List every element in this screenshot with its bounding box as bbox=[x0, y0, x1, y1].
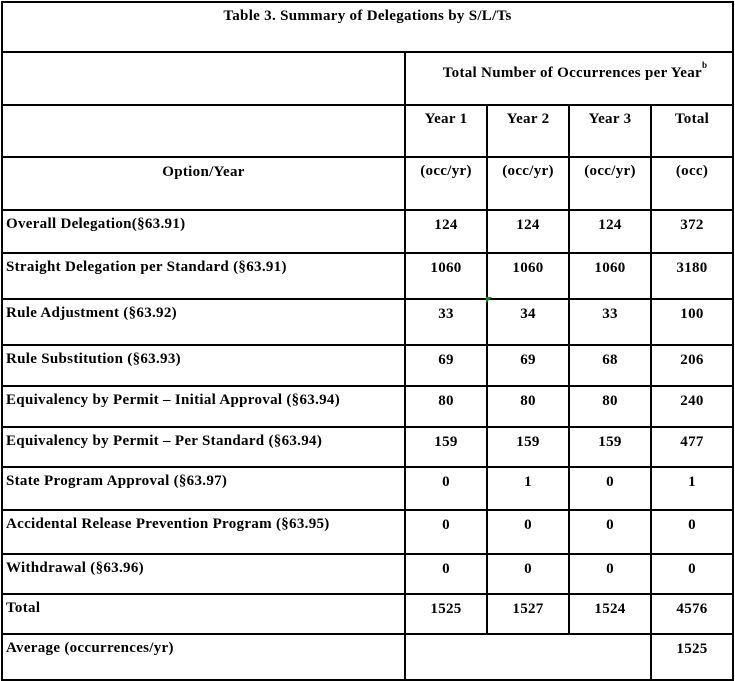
cell-year-3: 68 bbox=[569, 345, 651, 386]
cell-total: 372 bbox=[651, 210, 733, 253]
cell-year-3: 1060 bbox=[569, 253, 651, 299]
table-row bbox=[2, 210, 733, 253]
row-label: Straight Delegation per Standard (§63.91) bbox=[2, 253, 405, 299]
cell-total: 206 bbox=[651, 345, 733, 386]
cell-comment-marker bbox=[486, 297, 492, 303]
row-label: Accidental Release Prevention Program (§63.95) bbox=[2, 510, 405, 554]
row-label: Equivalency by Permit – Initial Approval (§63.94) bbox=[2, 386, 405, 427]
table-row bbox=[2, 554, 733, 594]
unit-total: (occ) bbox=[651, 157, 733, 210]
cell-year-1: 0 bbox=[405, 554, 487, 594]
cell-year-2: 34 bbox=[487, 299, 569, 345]
table-title-row bbox=[2, 2, 733, 52]
cell-total: 0 bbox=[651, 510, 733, 554]
footnote-marker: b bbox=[701, 60, 708, 70]
cell-total: 4576 bbox=[651, 594, 733, 634]
cell-total: 3180 bbox=[651, 253, 733, 299]
table-row bbox=[2, 386, 733, 427]
cell-total: 240 bbox=[651, 386, 733, 427]
cell-total: 477 bbox=[651, 427, 733, 467]
table-row bbox=[2, 467, 733, 510]
cell-year-3: 80 bbox=[569, 386, 651, 427]
cell-year-3: 159 bbox=[569, 427, 651, 467]
cell-year-1: 0 bbox=[405, 467, 487, 510]
cell-year-3: 0 bbox=[569, 510, 651, 554]
cell-year-2: 1527 bbox=[487, 594, 569, 634]
total-row bbox=[2, 594, 733, 634]
row-label: Rule Substitution (§63.93) bbox=[2, 345, 405, 386]
unit-year-3: (occ/yr) bbox=[569, 157, 651, 210]
cell-total: 1 bbox=[651, 467, 733, 510]
cell-year-1: 124 bbox=[405, 210, 487, 253]
cell-total: 0 bbox=[651, 554, 733, 594]
cell-year-3: 0 bbox=[569, 467, 651, 510]
unit-year-1: (occ/yr) bbox=[405, 157, 487, 210]
cell-year-2: 124 bbox=[487, 210, 569, 253]
row-label: Total bbox=[2, 594, 405, 634]
table-row bbox=[2, 345, 733, 386]
table-row bbox=[2, 299, 733, 345]
row-label: Overall Delegation(§63.91) bbox=[2, 210, 405, 253]
cell-year-3: 1524 bbox=[569, 594, 651, 634]
column-header-year-1: Year 1 bbox=[405, 105, 487, 157]
delegations-summary-table bbox=[1, 1, 734, 681]
cell-year-2: 1060 bbox=[487, 253, 569, 299]
row-header: Option/Year bbox=[2, 157, 405, 210]
cell-year-2: 69 bbox=[487, 345, 569, 386]
row-label: Withdrawal (§63.96) bbox=[2, 554, 405, 594]
cell-year-3: 124 bbox=[569, 210, 651, 253]
table-row bbox=[2, 427, 733, 467]
row-label: State Program Approval (§63.97) bbox=[2, 467, 405, 510]
group-header bbox=[405, 52, 733, 105]
cell-year-1: 33 bbox=[405, 299, 487, 345]
cell-year-2: 0 bbox=[487, 554, 569, 594]
blank-header-cell bbox=[2, 52, 405, 105]
cell-year-3: 33 bbox=[569, 299, 651, 345]
average-label: Average (occurrences/yr) bbox=[2, 634, 405, 680]
column-header-total: Total bbox=[651, 105, 733, 157]
cell-year-3: 0 bbox=[569, 554, 651, 594]
cell-total: 100 bbox=[651, 299, 733, 345]
column-header-row bbox=[2, 105, 733, 157]
table-row bbox=[2, 253, 733, 299]
cell-year-1: 69 bbox=[405, 345, 487, 386]
average-row bbox=[2, 634, 733, 680]
column-header-year-3: Year 3 bbox=[569, 105, 651, 157]
blank-header-cell bbox=[2, 105, 405, 157]
group-header-row bbox=[2, 52, 733, 105]
table-row bbox=[2, 510, 733, 554]
average-blank-cell bbox=[405, 634, 651, 680]
row-label: Equivalency by Permit – Per Standard (§63.94) bbox=[2, 427, 405, 467]
cell-year-1: 1525 bbox=[405, 594, 487, 634]
average-value: 1525 bbox=[651, 634, 733, 680]
table-title: Table 3. Summary of Delegations by S/L/Ts bbox=[2, 2, 733, 52]
cell-year-1: 159 bbox=[405, 427, 487, 467]
units-row bbox=[2, 157, 733, 210]
group-header-text: Total Number of Occurrences per Year bbox=[442, 65, 702, 81]
cell-year-2: 80 bbox=[487, 386, 569, 427]
row-label: Rule Adjustment (§63.92) bbox=[2, 299, 405, 345]
cell-year-1: 1060 bbox=[405, 253, 487, 299]
column-header-year-2: Year 2 bbox=[487, 105, 569, 157]
cell-year-1: 0 bbox=[405, 510, 487, 554]
cell-year-2: 159 bbox=[487, 427, 569, 467]
unit-year-2: (occ/yr) bbox=[487, 157, 569, 210]
cell-year-1: 80 bbox=[405, 386, 487, 427]
cell-year-2: 0 bbox=[487, 510, 569, 554]
cell-year-2: 1 bbox=[487, 467, 569, 510]
